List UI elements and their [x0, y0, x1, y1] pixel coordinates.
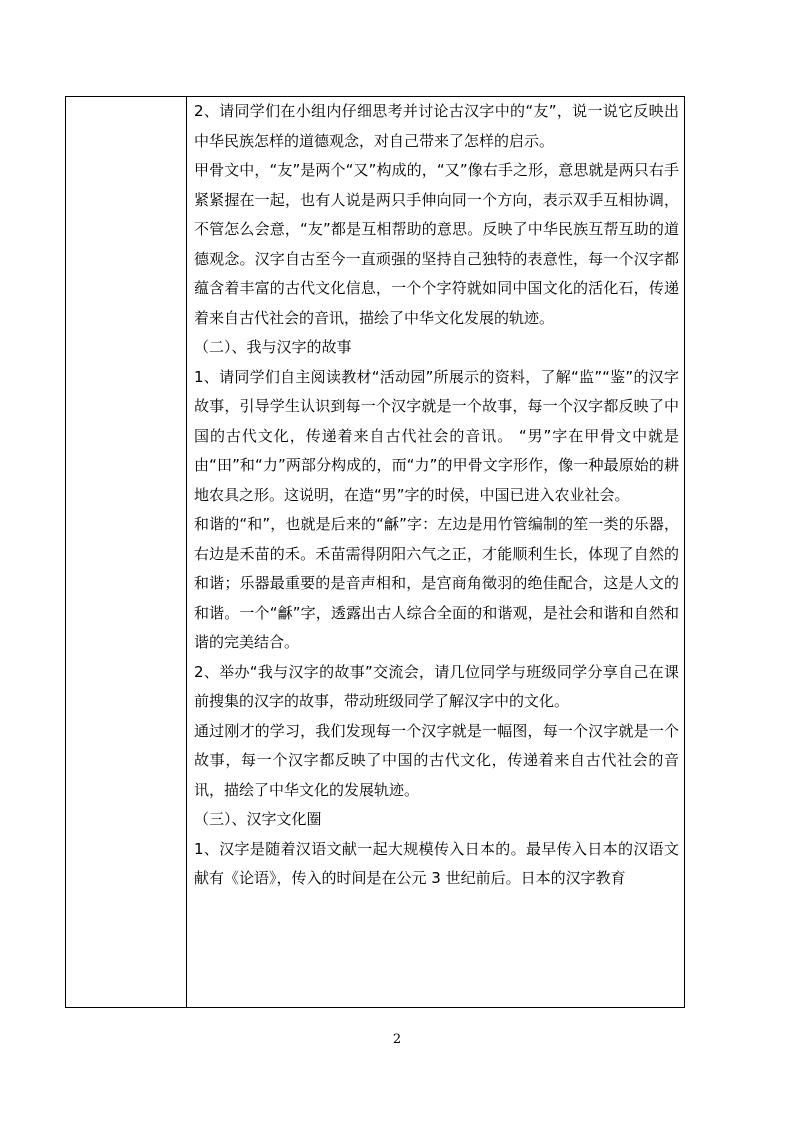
- paragraph-discussion-you: 2、请同学们在小组内仔细思考并讨论古汉字中的“友”，说一说它反映出中华民族怎样的道德观念，对自己带来了怎样的启示。: [194, 102, 679, 150]
- lesson-table: [65, 96, 685, 1008]
- paragraph-summary: 通过刚才的学习，我们发现每一个汉字就是一幅图，每一个汉字就是一个故事，每一个汉字都反映了中国的古代文化，传递着来自古代社会的音讯，描绘了中华文化的发展轨迹。: [194, 721, 679, 799]
- paragraph-story-exchange: 2、举办“我与汉字的故事”交流会，请几位同学与班级同学分享自己在课前搜集的汉字的故事，带动班级同学了解汉字中的文化。: [194, 662, 679, 710]
- content-column-cell: [194, 97, 679, 1007]
- paragraph-he-harmony: 和谐的“和”，也就是后来的“龢”字：左边是用竹管编制的笙一类的乐器，右边是禾苗的禾。禾苗需得阴阳六气之正，才能顺利生长，体现了自然的和谐；乐器最重要的是音声相和，是宫商角徵羽的绝佳配合，这是人文的和谐。一个“龢”字，透露出古人综合全面的和谐观，是社会和谐和自然和谐的完美结合。: [194, 515, 679, 651]
- paragraph-oracle-bone-you: 甲骨文中，“友”是两个“又”构成的，“又”像右手之形，意思就是两只右手紧紧握在一起，也有人说是两只手伸向同一个方向，表示双手互相协调，不管怎么会意，“友”都是互相帮助的意思。反映了中华民族互帮互助的道德观念。汉字自古至今一直顽强的坚持自己独特的表意性，每一个汉字都蕴含着丰富的古代文化信息，一个个字符就如同中国文化的活化石，传递着来自古代社会的音讯，描绘了中华文化发展的轨迹。: [194, 161, 679, 327]
- left-column-cell: [66, 97, 186, 1007]
- paragraph-japan-hanzi: 1、汉字是随着汉语文献一起大规模传入日本的。最早传入日本的汉语文献有《论语》，传入的时间是在公元 3 世纪前后。日本的汉字教育: [194, 839, 679, 887]
- section-heading-hanzi-story: （二）、我与汉字的故事: [194, 338, 352, 356]
- section-heading-hanzi-culture-circle: （三）、汉字文化圈: [194, 810, 322, 828]
- page-number: 2: [392, 1032, 402, 1047]
- paragraph-jian-nan-story: 1、请同学们自主阅读教材“活动园”所展示的资料，了解“监”“鉴”的汉字故事，引导学生认识到每一个汉字就是一个故事，每一个汉字都反映了中国的古代文化，传递着来自古代社会的音讯。 “男”字在甲骨文中就是由“田”和“力”两部分构成的，而“力”的甲骨文字形作，像一种最原始的耕地农具之形。这说明，在造“男”字的时侯，中国已进入农业社会。: [194, 367, 679, 504]
- column-divider: [186, 97, 187, 1007]
